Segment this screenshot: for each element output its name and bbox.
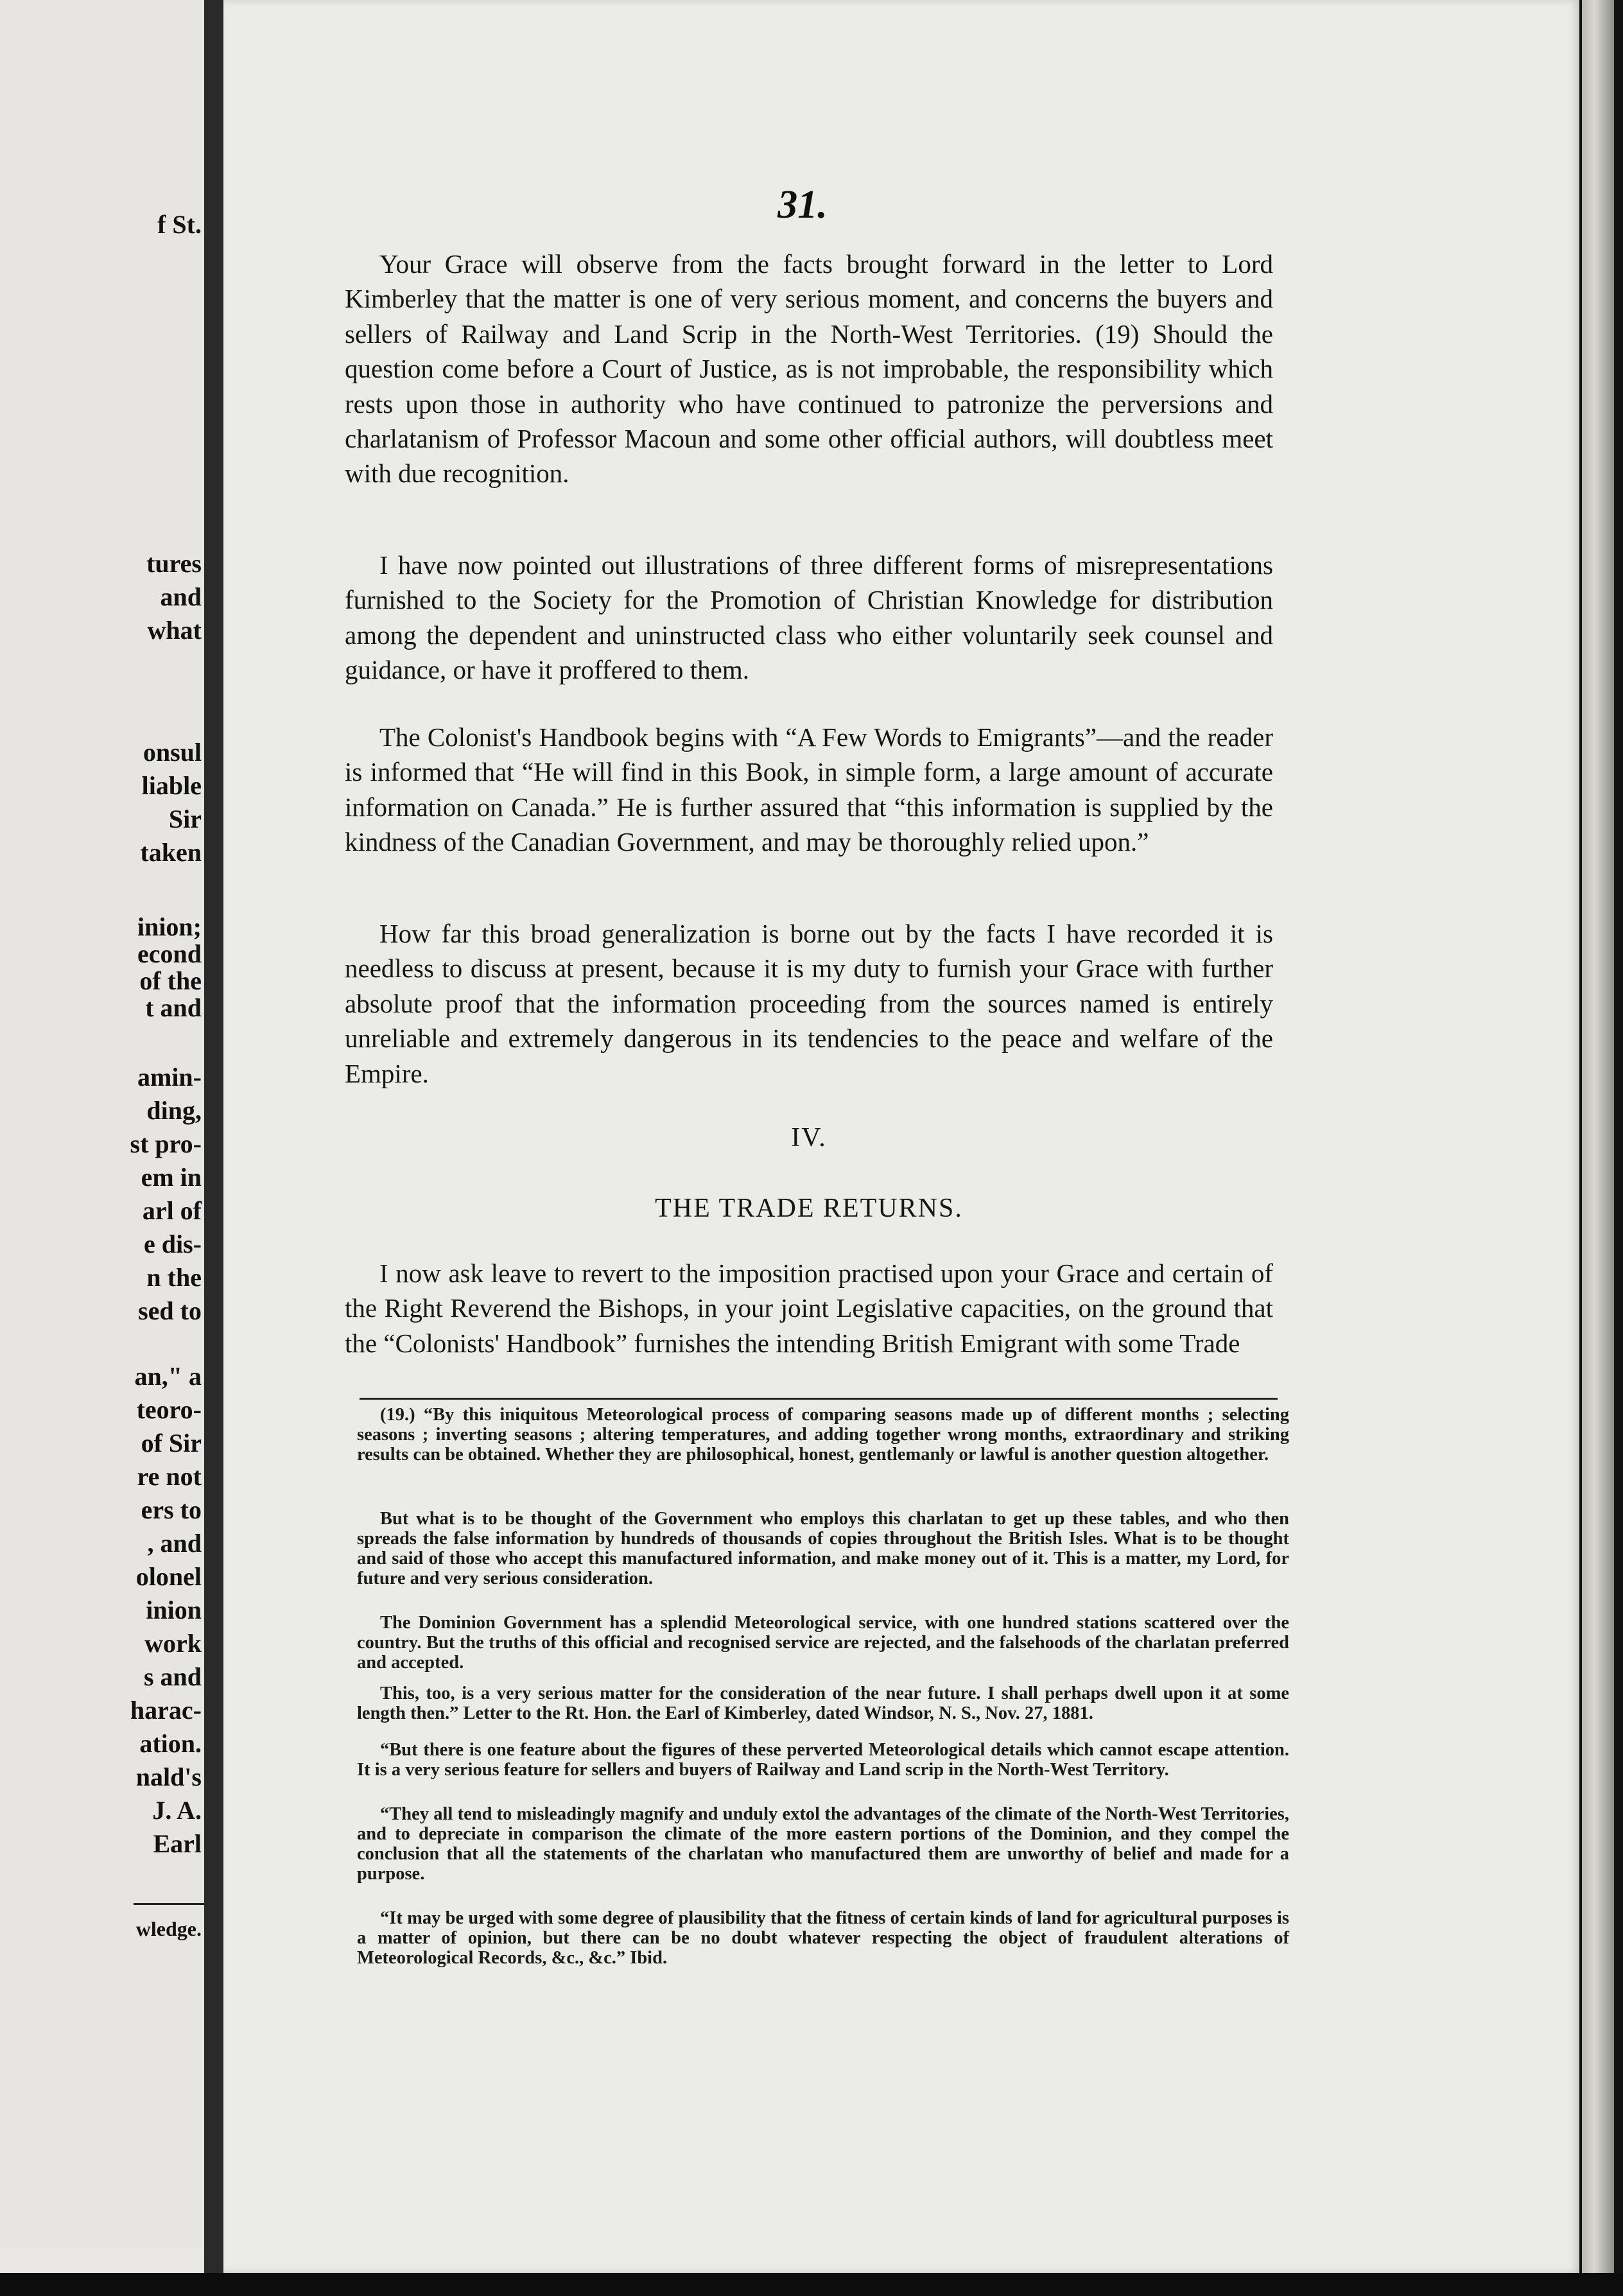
left-fragment: amin- [137,1063,202,1091]
bottom-scan-border [0,2273,1623,2296]
right-page-edge [1579,0,1623,2296]
left-fragment: ers to [141,1495,202,1524]
paragraph-3: The Colonist's Handbook begins with “A Few Words to Emigrants”—and the reader is informed that “He will find in this Book, in simple form, a large amount of accurate information on Canada.” He is further assured that “this information is supplied by the kindness of the Canadian Government, and may be thoroughly relied upon.” [345,722,1273,857]
left-fragment: liable [141,771,202,800]
left-fragment: tures [146,549,202,578]
left-fragment: Earl [153,1829,202,1858]
section-number: IV. [791,1123,827,1152]
left-fragment: , and [147,1529,202,1558]
left-fragment: wledge. [135,1917,202,1940]
page-edge-strip [1582,0,1614,2273]
footnote-paragraph: “It may be urged with some degree of plausibility that the fitness of certain kinds of land for agricultural purposes is a matter of opinion, but there can be no doubt whatever respecting the object of fraudulent alterations of Meteorological Records, &c., &c.” Ibid. [357,1908,1289,1968]
left-footnote-rule [134,1903,204,1905]
left-fragment: ding, [146,1096,202,1125]
left-fragment: s and [143,1662,202,1691]
binding-gutter [204,0,223,2296]
left-fragment: f St. [157,210,202,239]
left-fragment: an," a [134,1362,202,1391]
footnote-paragraph: This, too, is a very serious matter for the consideration of the near future. I shall perhaps dwell upon it at some length then.” Letter to the Rt. Hon. the Earl of Kimberley, dated Windsor, N. S., Nov. 27, 1881. [357,1683,1289,1723]
left-fragment: econd [137,939,202,968]
section-paragraph: I now ask leave to revert to the imposition practised upon your Grace and certain of the Right Reverend the Bishops, in your joint Legislative capacities, on the ground that the “Colonists' Handbook” furnishes the intending British Emigrant with some Trade [345,1258,1273,1358]
section-title: THE TRADE RETURNS. [655,1194,963,1223]
left-fragment: J. A. [152,1796,202,1825]
page-number: 31. [777,183,828,227]
left-fragment: harac- [130,1696,202,1725]
left-fragment: and [160,582,202,611]
left-fragment: inion; [137,912,202,941]
left-fragment: work [144,1629,202,1658]
left-fragment: of Sir [141,1429,202,1457]
left-fragment: arl of [142,1196,202,1225]
paragraph-1: Your Grace will observe from the facts brought forward in the letter to Lord Kimberley that the matter is one of very serious moment, and concerns the buyers and sellers of Railway and Land Scrip in the North-West Territories. (19) Should the question come before a Court of Justice, as is not improbable, the responsibility which rests upon those in authority who have continued to patronize the perversions and charlatanism of Professor Macoun and some other official authors, will doubtless meet with due recognition. [345,249,1273,489]
left-fragment: of the [139,966,202,995]
left-fragment: sed to [138,1296,202,1325]
left-fragment: n the [146,1263,202,1292]
footnote-19: (19.) “By this iniquitous Meteorological process of comparing seasons made up of different months ; selecting seasons ; inverting seasons ; altering temperatures, and adding together wrong months, extraordinary and striking results can be obtained. Whether they are philosophical, honest, gentlemanly or lawful is another question altogether. [357,1405,1289,1465]
paragraph-2: I have now pointed out illustrations of three different forms of misrepresentations furnished to the Society for the Promotion of Christian Knowledge for distribution among the dependent and uninstructed class who either voluntarily seek counsel and guidance, or have it proffered to them. [345,550,1273,685]
footnote-paragraph: But what is to be thought of the Government who employs this charlatan to get up these tables, and who then spreads the false information by hundreds of thousands of copies throughout the British Isles. What is to be thought and said of those who accept this manufactured information, and make money out of it. This is a matter, my Lord, for future and very serious consideration. [357,1509,1289,1588]
footnote-paragraph: “They all tend to misleadingly magnify and unduly extol the advantages of the climate of the North-West Territories, and to depreciate in comparison the climate of the more eastern portions of the Dominion, and they compel the conclusion that all the statements of the charlatan who manufactured them are unworthy of belief and made for a purpose. [357,1804,1289,1884]
left-fragment: re not [137,1462,202,1491]
left-fragment: em in [141,1163,202,1192]
footnote-paragraph: The Dominion Government has a splendid Meteorological service, with one hundred stations scattered over the country. But the truths of this official and recognised service are rejected, and the falsehoods of the charlatan preferred and accepted. [357,1613,1289,1673]
footnote-paragraph: “But there is one feature about the figures of these perverted Meteorological details which cannot escape attention. It is a very serious feature for sellers and buyers of Railway and Land scrip in the North-West Territory. [357,1740,1289,1780]
left-fragment: nald's [135,1762,202,1791]
footnote-rule [360,1398,1278,1400]
left-fragment: taken [140,838,202,867]
left-fragment: e dis- [144,1230,202,1258]
adjacent-page-edge [0,0,204,2247]
left-fragment: inion [146,1596,202,1624]
left-fragment: what [147,616,202,645]
left-fragment: ation. [139,1729,202,1758]
paragraph-4: How far this broad generalization is borne out by the facts I have recorded it is needless to discuss at present, because it is my duty to furnish your Grace with further absolute proof that the information proceeding from the sources named is entirely unreliable and extremely dangerous in its tendencies to the peace and welfare of the Empire. [345,919,1273,1088]
left-fragment: Sir [168,804,202,833]
left-fragment: teoro- [136,1395,202,1424]
left-fragment: t and [145,993,202,1022]
left-fragment: st pro- [130,1129,202,1158]
left-fragment: olonel [135,1562,202,1591]
left-fragment: onsul [143,738,202,767]
